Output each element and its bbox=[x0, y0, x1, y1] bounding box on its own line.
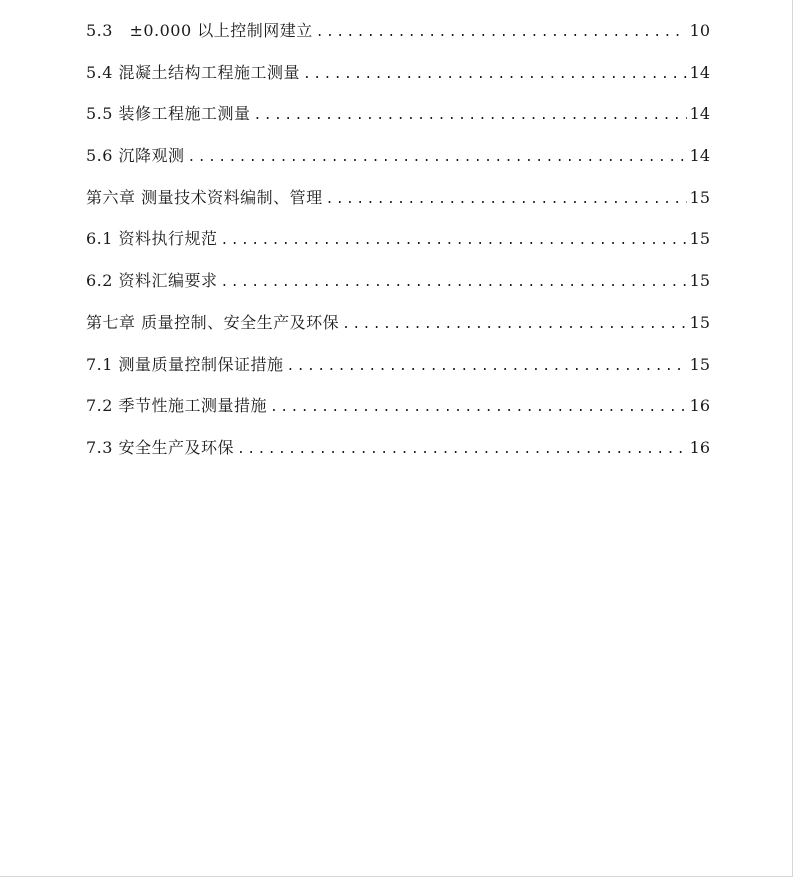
toc-entry-7-3[interactable] bbox=[86, 427, 710, 469]
toc-dot-leader bbox=[221, 262, 687, 304]
toc-entry-title: 第六章 测量技术资料编制、管理 bbox=[86, 187, 323, 207]
toc-entry-5-6[interactable] bbox=[86, 135, 710, 177]
toc-entry-title: 7.1 测量质量控制保证措施 bbox=[86, 354, 284, 374]
toc-entry-page-number: 14 bbox=[689, 104, 710, 124]
toc-entry-page-number: 14 bbox=[689, 62, 710, 82]
toc-dot-leader bbox=[188, 137, 687, 179]
toc-entry-6-2[interactable] bbox=[86, 260, 710, 302]
toc-entry-chapter-7[interactable] bbox=[86, 302, 710, 344]
toc-dot-leader bbox=[221, 220, 687, 262]
toc-entry-7-2[interactable] bbox=[86, 385, 710, 427]
toc-entry-title: 6.2 资料汇编要求 bbox=[86, 271, 218, 291]
toc-entry-page-number: 14 bbox=[689, 146, 710, 166]
toc-entry-title: 7.2 季节性施工测量措施 bbox=[86, 396, 268, 416]
toc-entry-page-number: 16 bbox=[689, 437, 710, 457]
toc-entry-page-number: 10 bbox=[689, 21, 710, 40]
toc-entry-page-number: 15 bbox=[689, 312, 710, 332]
toc-entry-5-5[interactable] bbox=[86, 93, 710, 135]
toc-entry-title: 5.6 沉降观测 bbox=[86, 146, 185, 166]
toc-dot-leader bbox=[270, 387, 687, 429]
toc-entry-page-number: 16 bbox=[689, 396, 710, 416]
toc-dot-leader bbox=[254, 95, 687, 137]
toc-entry-5-3[interactable] bbox=[86, 10, 710, 52]
toc-dot-leader bbox=[287, 346, 687, 388]
toc-entry-6-1[interactable] bbox=[86, 218, 710, 260]
toc-entry-page-number: 15 bbox=[689, 229, 710, 249]
toc-entry-title: 5.4 混凝土结构工程施工测量 bbox=[86, 62, 301, 82]
toc-dot-leader bbox=[237, 429, 687, 471]
toc-entry-title: 7.3 安全生产及环保 bbox=[86, 437, 235, 457]
toc-entry-7-1[interactable] bbox=[86, 344, 710, 386]
toc-entry-title: 6.1 资料执行规范 bbox=[86, 229, 218, 249]
toc-entry-page-number: 15 bbox=[689, 354, 710, 374]
toc-entry-chapter-6[interactable] bbox=[86, 177, 710, 219]
toc-dot-leader bbox=[342, 304, 687, 346]
toc-entry-page-number: 15 bbox=[689, 187, 710, 207]
toc-dot-leader bbox=[316, 12, 687, 54]
toc-entry-5-4[interactable] bbox=[86, 52, 710, 94]
toc-entry-title: 第七章 质量控制、安全生产及环保 bbox=[86, 312, 340, 332]
toc-entry-title: 5.3 ±0.000 以上控制网建立 bbox=[86, 21, 313, 40]
toc-dot-leader bbox=[326, 179, 687, 221]
toc-entry-title: 5.5 装修工程施工测量 bbox=[86, 104, 251, 124]
toc-dot-leader bbox=[303, 54, 687, 96]
toc-entry-page-number: 15 bbox=[689, 271, 710, 291]
table-of-contents bbox=[86, 10, 710, 469]
